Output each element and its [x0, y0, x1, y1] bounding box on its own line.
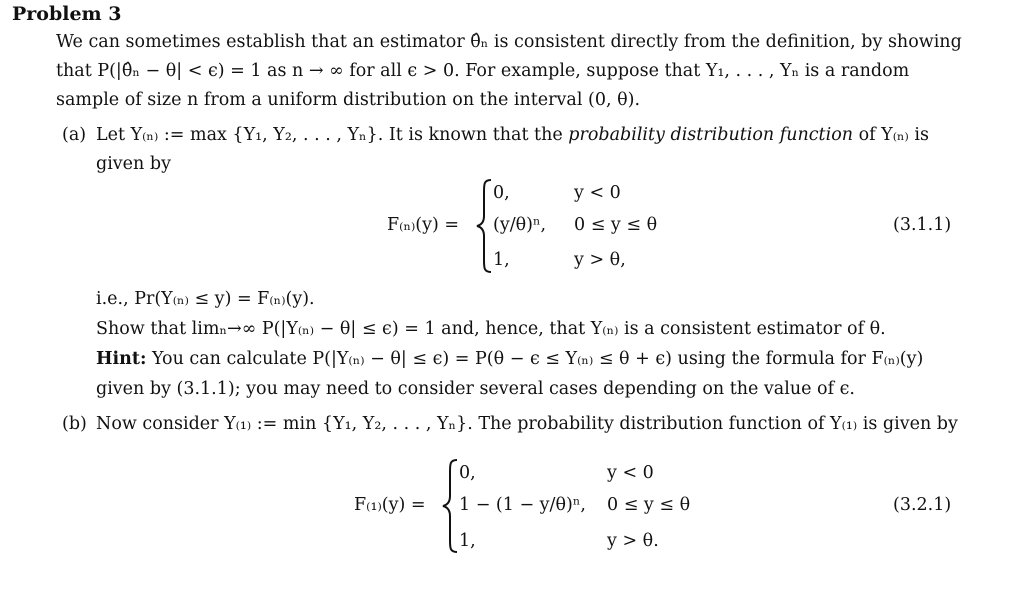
equation-3-1-1-case-1-condition: y < 0 [574, 183, 621, 203]
equation-3-2-1-case-3-value: 1, [459, 531, 476, 551]
left-brace-icon [441, 458, 461, 554]
part-a-ie: i.e., Pr(Y₍ₙ₎ ≤ y) = F₍ₙ₎(y). [96, 289, 315, 309]
equation-3-2-1-lhs: F₍₁₎(y) = [354, 495, 426, 515]
equation-3-1-1-number: (3.1.1) [893, 215, 952, 235]
part-b-label: (b) [62, 414, 87, 434]
equation-3-2-1-case-1-condition: y < 0 [607, 463, 654, 483]
intro-line-2: that P(|θ̂ₙ − θ| < ϵ) = 1 as n → ∞ for all ϵ > 0. For example, suppose that Y₁, . . . , Yₙ is a random [56, 61, 910, 81]
part-a-hint-line-1 [96, 348, 923, 370]
intro-line-1: We can sometimes establish that an estimator θ̂ₙ is consistent directly from the definition, by showing [56, 32, 962, 52]
equation-3-1-1-case-2-condition: 0 ≤ y ≤ θ [574, 215, 658, 235]
part-b-line-1: Now consider Y₍₁₎ := min {Y₁, Y₂, . . . , Yₙ}. The probability distribution function of Y₍₁₎ is given by [96, 414, 958, 434]
part-a-line-1 [96, 124, 929, 146]
equation-3-1-1-case-3-value: 1, [493, 250, 510, 270]
part-a-label: (a) [62, 125, 87, 145]
equation-3-2-1-case-1-value: 0, [459, 463, 476, 483]
hint-text: You can calculate P(|Y₍ₙ₎ − θ| ≤ ϵ) = P(θ − ϵ ≤ Y₍ₙ₎ ≤ θ + ϵ) using the formula for F₍ₙ₎(y) [146, 349, 924, 369]
equation-3-2-1-case-3-condition: y > θ. [607, 531, 659, 551]
intro-line-3: sample of size n from a uniform distribution on the interval (0, θ). [56, 90, 641, 110]
part-a-line-2: given by [96, 154, 171, 174]
part-a-line-1-emphasis: probability distribution function [568, 125, 853, 145]
left-brace-icon [475, 178, 495, 274]
part-a-show: Show that limₙ→∞ P(|Y₍ₙ₎ − θ| ≤ ϵ) = 1 and, hence, that Y₍ₙ₎ is a consistent estimator of θ. [96, 319, 886, 339]
part-a-line-1-pre: Let Y₍ₙ₎ := max {Y₁, Y₂, . . . , Yₙ}. It is known that the [96, 125, 569, 145]
equation-3-2-1-number: (3.2.1) [893, 495, 952, 515]
equation-3-1-1-case-1-value: 0, [493, 183, 510, 203]
equation-3-2-1-case-2-value: 1 − (1 − y/θ)ⁿ, [459, 495, 586, 515]
equation-3-1-1-case-3-condition: y > θ, [574, 250, 626, 270]
equation-3-2-1-case-2-condition: 0 ≤ y ≤ θ [607, 495, 691, 515]
part-a-hint-line-2: given by (3.1.1); you may need to consider several cases depending on the value of ϵ. [96, 379, 855, 399]
hint-label: Hint: [96, 349, 147, 369]
problem-title: Problem 3 [12, 3, 122, 25]
equation-3-1-1-case-2-value: (y/θ)ⁿ, [493, 215, 547, 235]
equation-3-1-1-lhs: F₍ₙ₎(y) = [387, 215, 460, 235]
part-a-line-1-post: of Y₍ₙ₎ is [853, 125, 929, 145]
